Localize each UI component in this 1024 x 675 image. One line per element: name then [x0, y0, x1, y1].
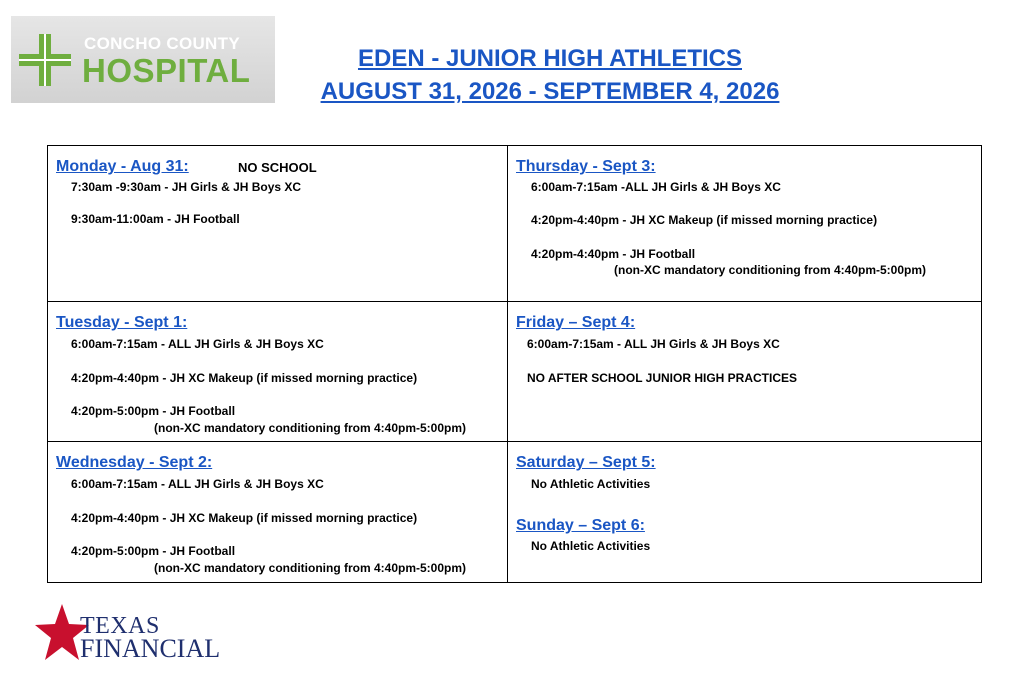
hospital-logo: [11, 16, 275, 103]
day-heading-thursday: Thursday - Sept 3:: [516, 158, 656, 175]
wednesday-line-1: 6:00am-7:15am - ALL JH Girls & JH Boys XC: [71, 477, 324, 491]
day-heading-monday: Monday - Aug 31:: [56, 158, 189, 175]
day-heading-sunday: Sunday – Sept 6:: [516, 517, 645, 534]
tuesday-line-2: 4:20pm-4:40pm - JH XC Makeup (if missed morning practice): [71, 371, 418, 385]
thursday-line-2: 4:20pm-4:40pm - JH XC Makeup (if missed morning practice): [531, 213, 878, 227]
tuesday-line-3: 4:20pm-5:00pm - JH Football: [71, 404, 236, 418]
cell-wednesday: [48, 442, 508, 582]
cell-weekend: [508, 442, 981, 582]
texas-financial-line2: FINANCIAL: [80, 634, 221, 663]
friday-line-2: NO AFTER SCHOOL JUNIOR HIGH PRACTICES: [527, 371, 798, 385]
wednesday-line-3: 4:20pm-5:00pm - JH Football: [71, 544, 236, 558]
day-heading-tuesday: Tuesday - Sept 1:: [56, 314, 188, 331]
hospital-cross-icon: [19, 34, 71, 86]
friday-line-1: 6:00am-7:15am - ALL JH Girls & JH Boys XC: [527, 337, 780, 351]
monday-line-1: 7:30am -9:30am - JH Girls & JH Boys XC: [71, 180, 302, 194]
hospital-logo-line1: CONCHO COUNTY: [84, 34, 240, 53]
cell-monday: [48, 146, 508, 302]
cell-thursday: [508, 146, 981, 302]
page-title: [280, 42, 820, 108]
monday-note: NO SCHOOL: [238, 160, 317, 175]
cell-friday: [508, 302, 981, 442]
saturday-line-1: No Athletic Activities: [531, 477, 651, 491]
thursday-line-4: (non-XC mandatory conditioning from 4:40pm-5:00pm): [614, 263, 927, 277]
day-heading-saturday: Saturday – Sept 5:: [516, 454, 656, 471]
schedule-table: [47, 145, 982, 583]
wednesday-line-4: (non-XC mandatory conditioning from 4:40pm-5:00pm): [154, 561, 467, 575]
thursday-line-3: 4:20pm-4:40pm - JH Football: [531, 247, 696, 261]
tuesday-line-1: 6:00am-7:15am - ALL JH Girls & JH Boys XC: [71, 337, 324, 351]
tuesday-line-4: (non-XC mandatory conditioning from 4:40pm-5:00pm): [154, 421, 467, 435]
texas-financial-logo: [34, 603, 234, 665]
title-line1: EDEN - JUNIOR HIGH ATHLETICS: [357, 45, 742, 72]
sunday-line-1: No Athletic Activities: [531, 539, 651, 553]
title-line2: AUGUST 31, 2026 - SEPTEMBER 4, 2026: [320, 78, 780, 105]
hospital-logo-line2: HOSPITAL: [82, 52, 251, 89]
thursday-line-1: 6:00am-7:15am -ALL JH Girls & JH Boys XC: [531, 180, 781, 194]
cell-tuesday: [48, 302, 508, 442]
day-heading-wednesday: Wednesday - Sept 2:: [56, 454, 213, 471]
wednesday-line-2: 4:20pm-4:40pm - JH XC Makeup (if missed morning practice): [71, 511, 418, 525]
texas-financial-line1: TEXAS: [80, 613, 160, 639]
day-heading-friday: Friday – Sept 4:: [516, 314, 636, 331]
monday-line-2: 9:30am-11:00am - JH Football: [71, 212, 240, 226]
